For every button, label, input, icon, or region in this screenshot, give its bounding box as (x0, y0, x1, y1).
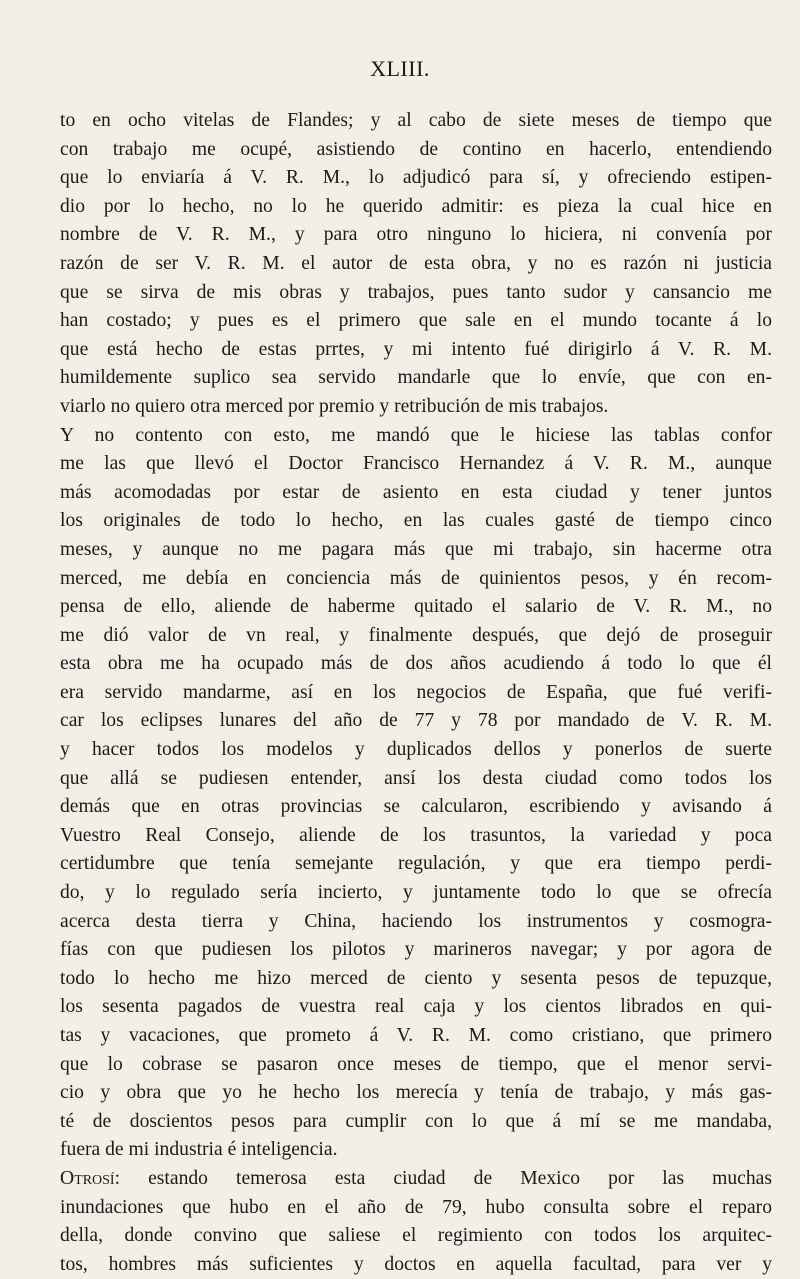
text-line-rest: estando temerosa esta ciudad de Mexico por las muchas (120, 1167, 772, 1189)
text-line: y hacer todos los modelos y duplicados dellos y ponerlos de suerte (60, 739, 772, 761)
text-line: que se sirva de mis obras y trabajos, pues tanto sudor y cansancio me (60, 281, 772, 303)
text-line: meses, y aunque no me pagara más que mi trabajo, sin hacerme otra (60, 538, 772, 560)
text-line: pensa de ello, aliende de haberme quitado el salario de V. R. M., no (60, 596, 772, 618)
text-line: era servido mandarme, así en los negocios de España, que fué verifi- (60, 681, 772, 703)
text-line: certidumbre que tenía semejante regulación, y que era tiempo perdi- (60, 853, 772, 875)
text-line: razón de ser V. R. M. el autor de esta obra, y no es razón ni justicia (60, 252, 772, 274)
text-line: que lo cobrase se pasaron once meses de tiempo, que el menor servi- (60, 1053, 772, 1075)
text-line: car los eclipses lunares del año de 77 y 78 por mandado de V. R. M. (60, 710, 772, 732)
text-line: merced, me debía en conciencia más de quinientos pesos, y én recom- (60, 567, 772, 589)
text-line: dio por lo hecho, no lo he querido admitir: es pieza la cual hice en (60, 195, 772, 217)
page-number: XLIII. (370, 56, 430, 81)
paragraph-lead-word: Otrosí: (60, 1167, 121, 1189)
text-line: los sesenta pagados de vuestra real caja y los cientos librados en qui- (60, 996, 772, 1018)
text-line: demás que en otras provincias se calcularon, escribiendo y avisando á (60, 796, 772, 818)
text-line: cio y obra que yo he hecho los merecía y tenía de trabajo, y más gas- (60, 1082, 772, 1104)
text-line: humildemente suplico sea servido mandarle que lo envíe, que con en- (60, 367, 772, 389)
text-line: me dió valor de vn real, y finalmente después, que dejó de proseguir (60, 624, 772, 646)
text-line: que lo enviaría á V. R. M., lo adjudicó para sí, y ofreciendo estipen- (60, 167, 772, 189)
text-line: tos, hombres más suficientes y doctos en aquella facultad, para ver y (60, 1253, 772, 1275)
page-body (60, 107, 772, 1279)
text-line: acerca desta tierra y China, haciendo los instrumentos y cosmogra- (60, 910, 772, 932)
text-line: esta obra me ha ocupado más de dos años acudiendo á todo lo que él (60, 653, 772, 675)
text-line: della, donde convino que saliese el regimiento con todos los arquitec- (60, 1225, 772, 1247)
text-line: que está hecho de estas prrtes, y mi intento fué dirigirlo á V. R. M. (60, 338, 772, 360)
text-line: nombre de V. R. M., y para otro ninguno lo hiciera, ni convenía por (60, 224, 772, 246)
text-line: to en ocho vitelas de Flandes; y al cabo de siete meses de tiempo que (60, 110, 772, 131)
text-line: Y no contento con esto, me mandó que le hiciese las tablas confor (60, 424, 772, 446)
text-line: do, y lo regulado sería incierto, y juntamente todo lo que se ofrecía (60, 882, 772, 904)
text-line: los originales de todo lo hecho, en las cuales gasté de tiempo cinco (60, 510, 772, 532)
text-line: han costado; y pues es el primero que sale en el mundo tocante á lo (60, 310, 772, 332)
text-line: té de doscientos pesos para cumplir con lo que á mí se me mandaba, (60, 1110, 772, 1132)
text-line: que allá se pudiesen entender, ansí los desta ciudad como todos los (60, 767, 772, 789)
text-line: más acomodadas por estar de asiento en esta ciudad y tener juntos (60, 481, 772, 503)
paragraph-first-line (60, 1165, 772, 1194)
text-line: con trabajo me ocupé, asistiendo de contino en hacerlo, entendiendo (60, 138, 772, 160)
text-line: fuera de mi industria é inteligencia. (60, 1139, 338, 1161)
text-line: viarlo no quiero otra merced por premio y retribución de mis trabajos. (60, 395, 609, 417)
text-line: Vuestro Real Consejo, aliende de los trasuntos, la variedad y poca (60, 824, 772, 846)
text-line: me las que llevó el Doctor Francisco Hernandez á V. R. M., aunque (60, 453, 772, 475)
text-line: fías con que pudiesen los pilotos y marineros navegar; y por agora de (60, 939, 772, 961)
text-line: tas y vacaciones, que prometo á V. R. M. como cristiano, que primero (60, 1025, 772, 1046)
text-line: todo lo hecho me hizo merced de ciento y sesenta pesos de tepuzque, (60, 967, 772, 989)
text-line: inundaciones que hubo en el año de 79, hubo consulta sobre el reparo (60, 1196, 772, 1218)
